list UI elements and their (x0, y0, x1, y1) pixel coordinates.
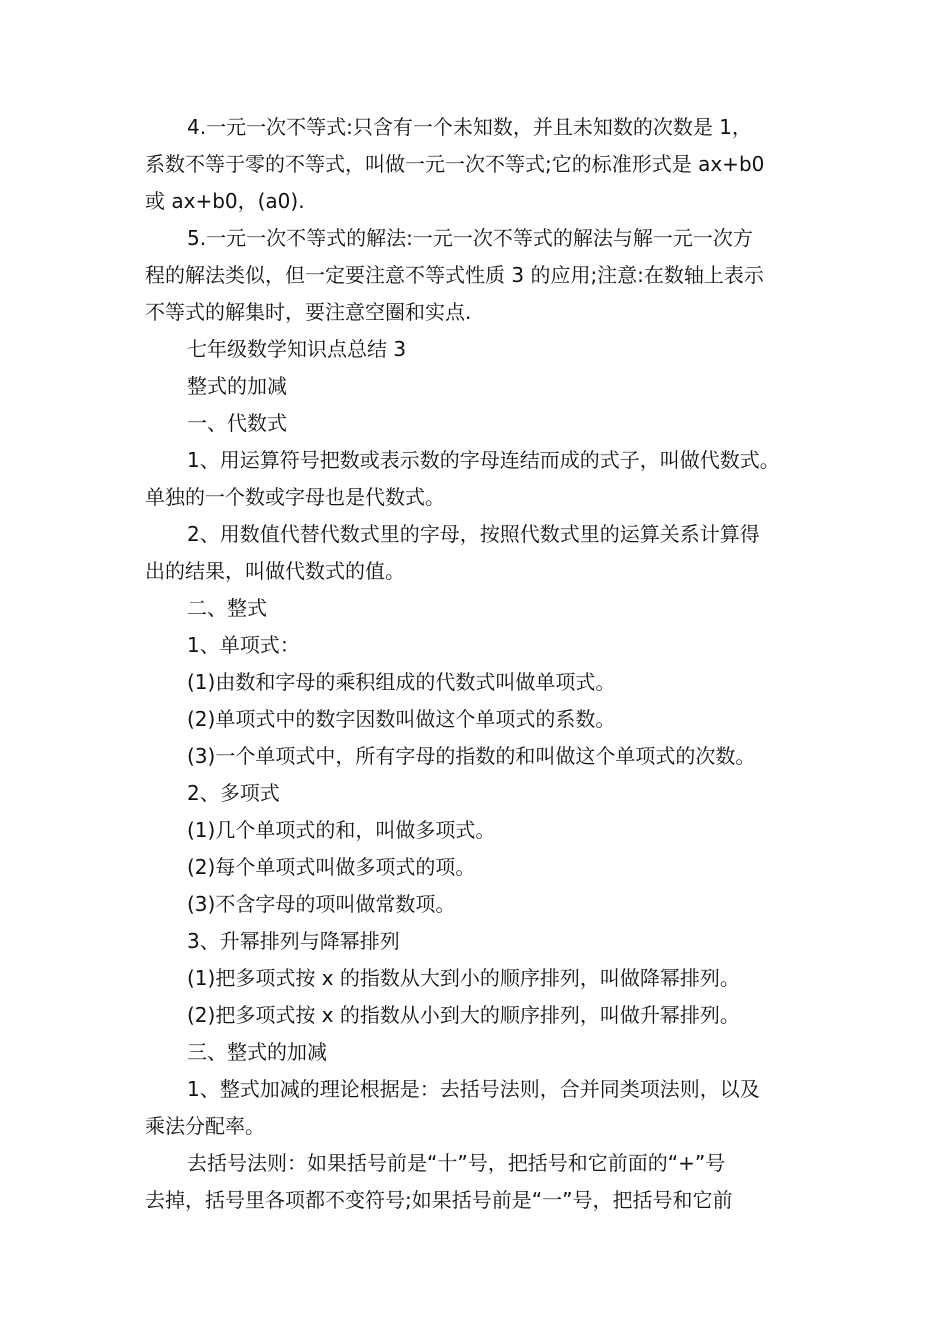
text-line: 程的解法类似，但一定要注意不等式性质 3 的应用;注意:在数轴上表示 (145, 263, 764, 287)
heading: 二、整式 (187, 596, 267, 620)
subheading: 3、升幂排列与降幂排列 (187, 929, 400, 953)
list-item: (1)把多项式按 x 的指数从大到小的顺序排列，叫做降幂排列。 (187, 966, 740, 990)
text-line: 去掉，括号里各项都不变符号;如果括号前是“一”号，把括号和它前 (145, 1188, 733, 1212)
list-item: (2)每个单项式叫做多项式的项。 (187, 855, 476, 879)
list-item: (2)把多项式按 x 的指数从小到大的顺序排列，叫做升幂排列。 (187, 1003, 740, 1027)
text-line: 乘法分配率。 (145, 1114, 265, 1138)
list-item: (1)几个单项式的和，叫做多项式。 (187, 818, 496, 842)
text-line: 2、用数值代替代数式里的字母，按照代数式里的运算关系计算得 (187, 522, 760, 546)
text-line: 1、整式加减的理论根据是：去括号法则，合并同类项法则，以及 (187, 1077, 760, 1101)
text-line: 系数不等于零的不等式，叫做一元一次不等式;它的标准形式是 ax+b0 (145, 152, 765, 176)
text-line: 单独的一个数或字母也是代数式。 (145, 485, 445, 509)
subheading: 2、多项式 (187, 781, 280, 805)
text-line: 出的结果，叫做代数式的值。 (145, 559, 405, 583)
text-line: 5.一元一次不等式的解法:一元一次不等式的解法与解一元一次方 (187, 226, 753, 250)
text-line: 不等式的解集时，要注意空圈和实点. (145, 300, 472, 324)
list-item: (2)单项式中的数字因数叫做这个单项式的系数。 (187, 707, 616, 731)
text-line: 4.一元一次不等式:只含有一个未知数，并且未知数的次数是 1， (187, 115, 752, 139)
text-line: 去括号法则：如果括号前是“十”号，把括号和它前面的“+”号 (187, 1151, 726, 1175)
subheading: 1、单项式： (187, 633, 300, 657)
list-item: (3)一个单项式中，所有字母的指数的和叫做这个单项式的次数。 (187, 744, 756, 768)
list-item: (1)由数和字母的乘积组成的代数式叫做单项式。 (187, 670, 616, 694)
heading: 三、整式的加减 (187, 1040, 327, 1064)
text-line: 或 ax+b0，(a0). (145, 189, 305, 213)
section-title: 七年级数学知识点总结 3 (187, 337, 407, 361)
text-line: 1、用运算符号把数或表示数的字母连结而成的式子，叫做代数式。 (187, 448, 780, 472)
list-item: (3)不含字母的项叫做常数项。 (187, 892, 456, 916)
heading: 一、代数式 (187, 411, 287, 435)
section-subtitle: 整式的加减 (187, 374, 287, 398)
